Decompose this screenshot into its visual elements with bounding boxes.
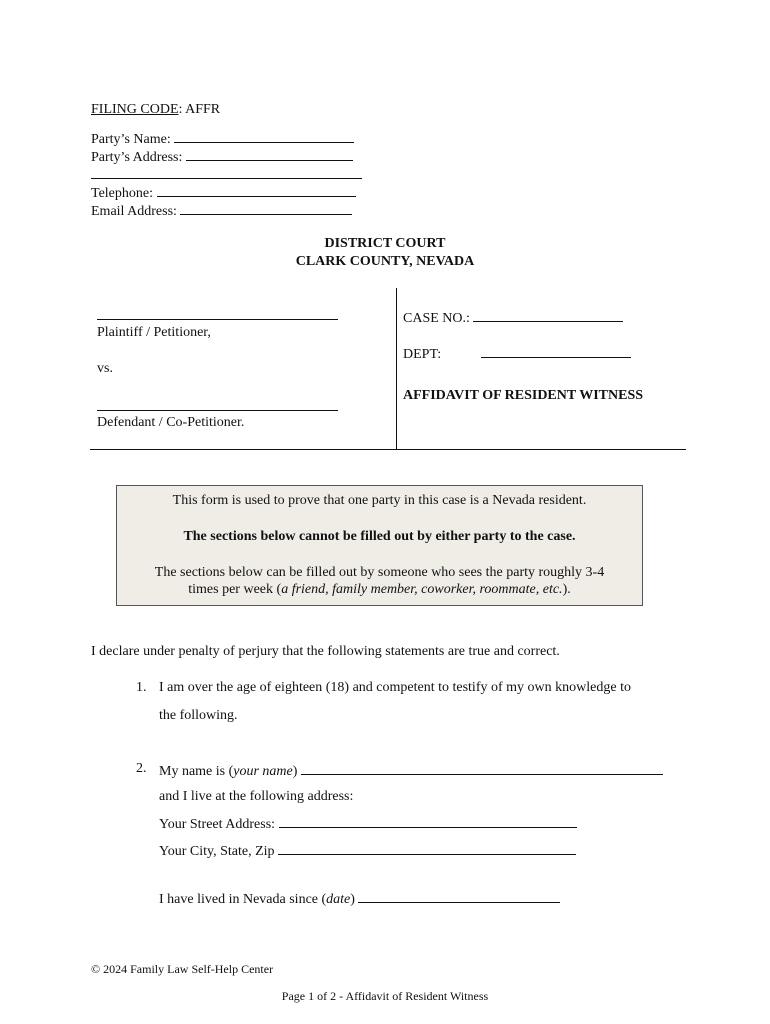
filing-code-value: : AFFR: [178, 102, 221, 117]
party-name-row: [91, 129, 354, 148]
item-2-name-row: [159, 761, 663, 780]
party-address-row: [91, 147, 353, 166]
vs-label: vs.: [97, 361, 113, 376]
party-name-label: Party’s Name:: [91, 132, 171, 147]
defendant-field[interactable]: [97, 397, 338, 411]
lived-since-date-field[interactable]: [358, 889, 560, 903]
lived-since-post: ): [350, 892, 355, 907]
case-no-field[interactable]: [473, 308, 623, 322]
notice-line-3b: [117, 582, 642, 598]
party-address-line2-row: [91, 165, 362, 184]
footer-page-info: Page 1 of 2 - Affidavit of Resident Witness: [281, 989, 489, 1003]
notice-line-3b-post: ).: [562, 582, 571, 597]
case-no-row: [403, 308, 623, 327]
email-field[interactable]: [180, 201, 352, 215]
filing-code: [91, 102, 220, 118]
lived-since-pre: I have lived in Nevada since (: [159, 892, 327, 907]
dept-label: DEPT:: [403, 347, 442, 362]
court-name: DISTRICT COURT: [324, 236, 446, 251]
party-name-field[interactable]: [174, 129, 354, 143]
lived-since-row: [159, 889, 560, 908]
city-state-zip-label: Your City, State, Zip: [159, 844, 275, 859]
defendant-field-row: [97, 397, 338, 416]
footer-copyright: © 2024 Family Law Self-Help Center: [91, 962, 274, 976]
notice-line-3b-pre: times per week (: [188, 582, 282, 597]
court-county: CLARK COUNTY, NEVADA: [295, 254, 475, 269]
item-2-number: 2.: [136, 761, 147, 776]
item-1-number: 1.: [136, 680, 147, 695]
city-state-zip-field[interactable]: [278, 841, 576, 855]
street-address-field[interactable]: [279, 814, 577, 828]
notice-line-3a: The sections below can be filled out by someone who sees the party roughly 3-4: [154, 565, 605, 580]
party-address-line2-field[interactable]: [91, 165, 362, 179]
defendant-label: Defendant / Co-Petitioner.: [97, 415, 245, 430]
notice-line-2: The sections below cannot be filled out by either party to the case.: [183, 529, 576, 544]
lived-since-italic: date: [326, 892, 351, 907]
party-address-label: Party’s Address:: [91, 150, 183, 165]
case-no-label: CASE NO.:: [403, 311, 470, 326]
email-label: Email Address:: [91, 204, 177, 219]
item-1-line-1: I am over the age of eighteen (18) and competent to testify of my own knowledge to: [159, 680, 631, 695]
email-row: [91, 201, 352, 220]
street-address-row: [159, 814, 577, 833]
declaration-text: I declare under penalty of perjury that the following statements are true and correct.: [91, 644, 560, 659]
item-2-post: ): [292, 764, 298, 779]
witness-name-field[interactable]: [301, 761, 663, 775]
item-2-pre: My name is (: [159, 764, 234, 779]
party-address-field[interactable]: [186, 147, 353, 161]
city-state-zip-row: [159, 841, 576, 860]
notice-line-3b-italic: a friend, family member, coworker, roommate, etc.: [281, 582, 563, 597]
plaintiff-field-row: [97, 306, 338, 325]
telephone-field[interactable]: [157, 183, 356, 197]
caption-divider-vertical: [396, 288, 397, 450]
street-address-label: Your Street Address:: [159, 817, 276, 832]
caption-divider-horizontal: [90, 449, 686, 450]
telephone-row: [91, 183, 356, 202]
item-1-line-2: the following.: [159, 708, 238, 723]
notice-box: [116, 485, 643, 606]
filing-code-label: FILING CODE: [91, 102, 179, 117]
dept-field[interactable]: [481, 344, 631, 358]
item-2-address-intro: and I live at the following address:: [159, 789, 354, 804]
dept-row: [403, 344, 631, 363]
telephone-label: Telephone:: [91, 186, 153, 201]
plaintiff-field[interactable]: [97, 306, 338, 320]
document-title: AFFIDAVIT OF RESIDENT WITNESS: [403, 388, 644, 403]
item-2-italic: your name: [233, 764, 293, 779]
plaintiff-label: Plaintiff / Petitioner,: [97, 325, 211, 340]
notice-line-1: This form is used to prove that one party in this case is a Nevada resident.: [172, 493, 587, 508]
